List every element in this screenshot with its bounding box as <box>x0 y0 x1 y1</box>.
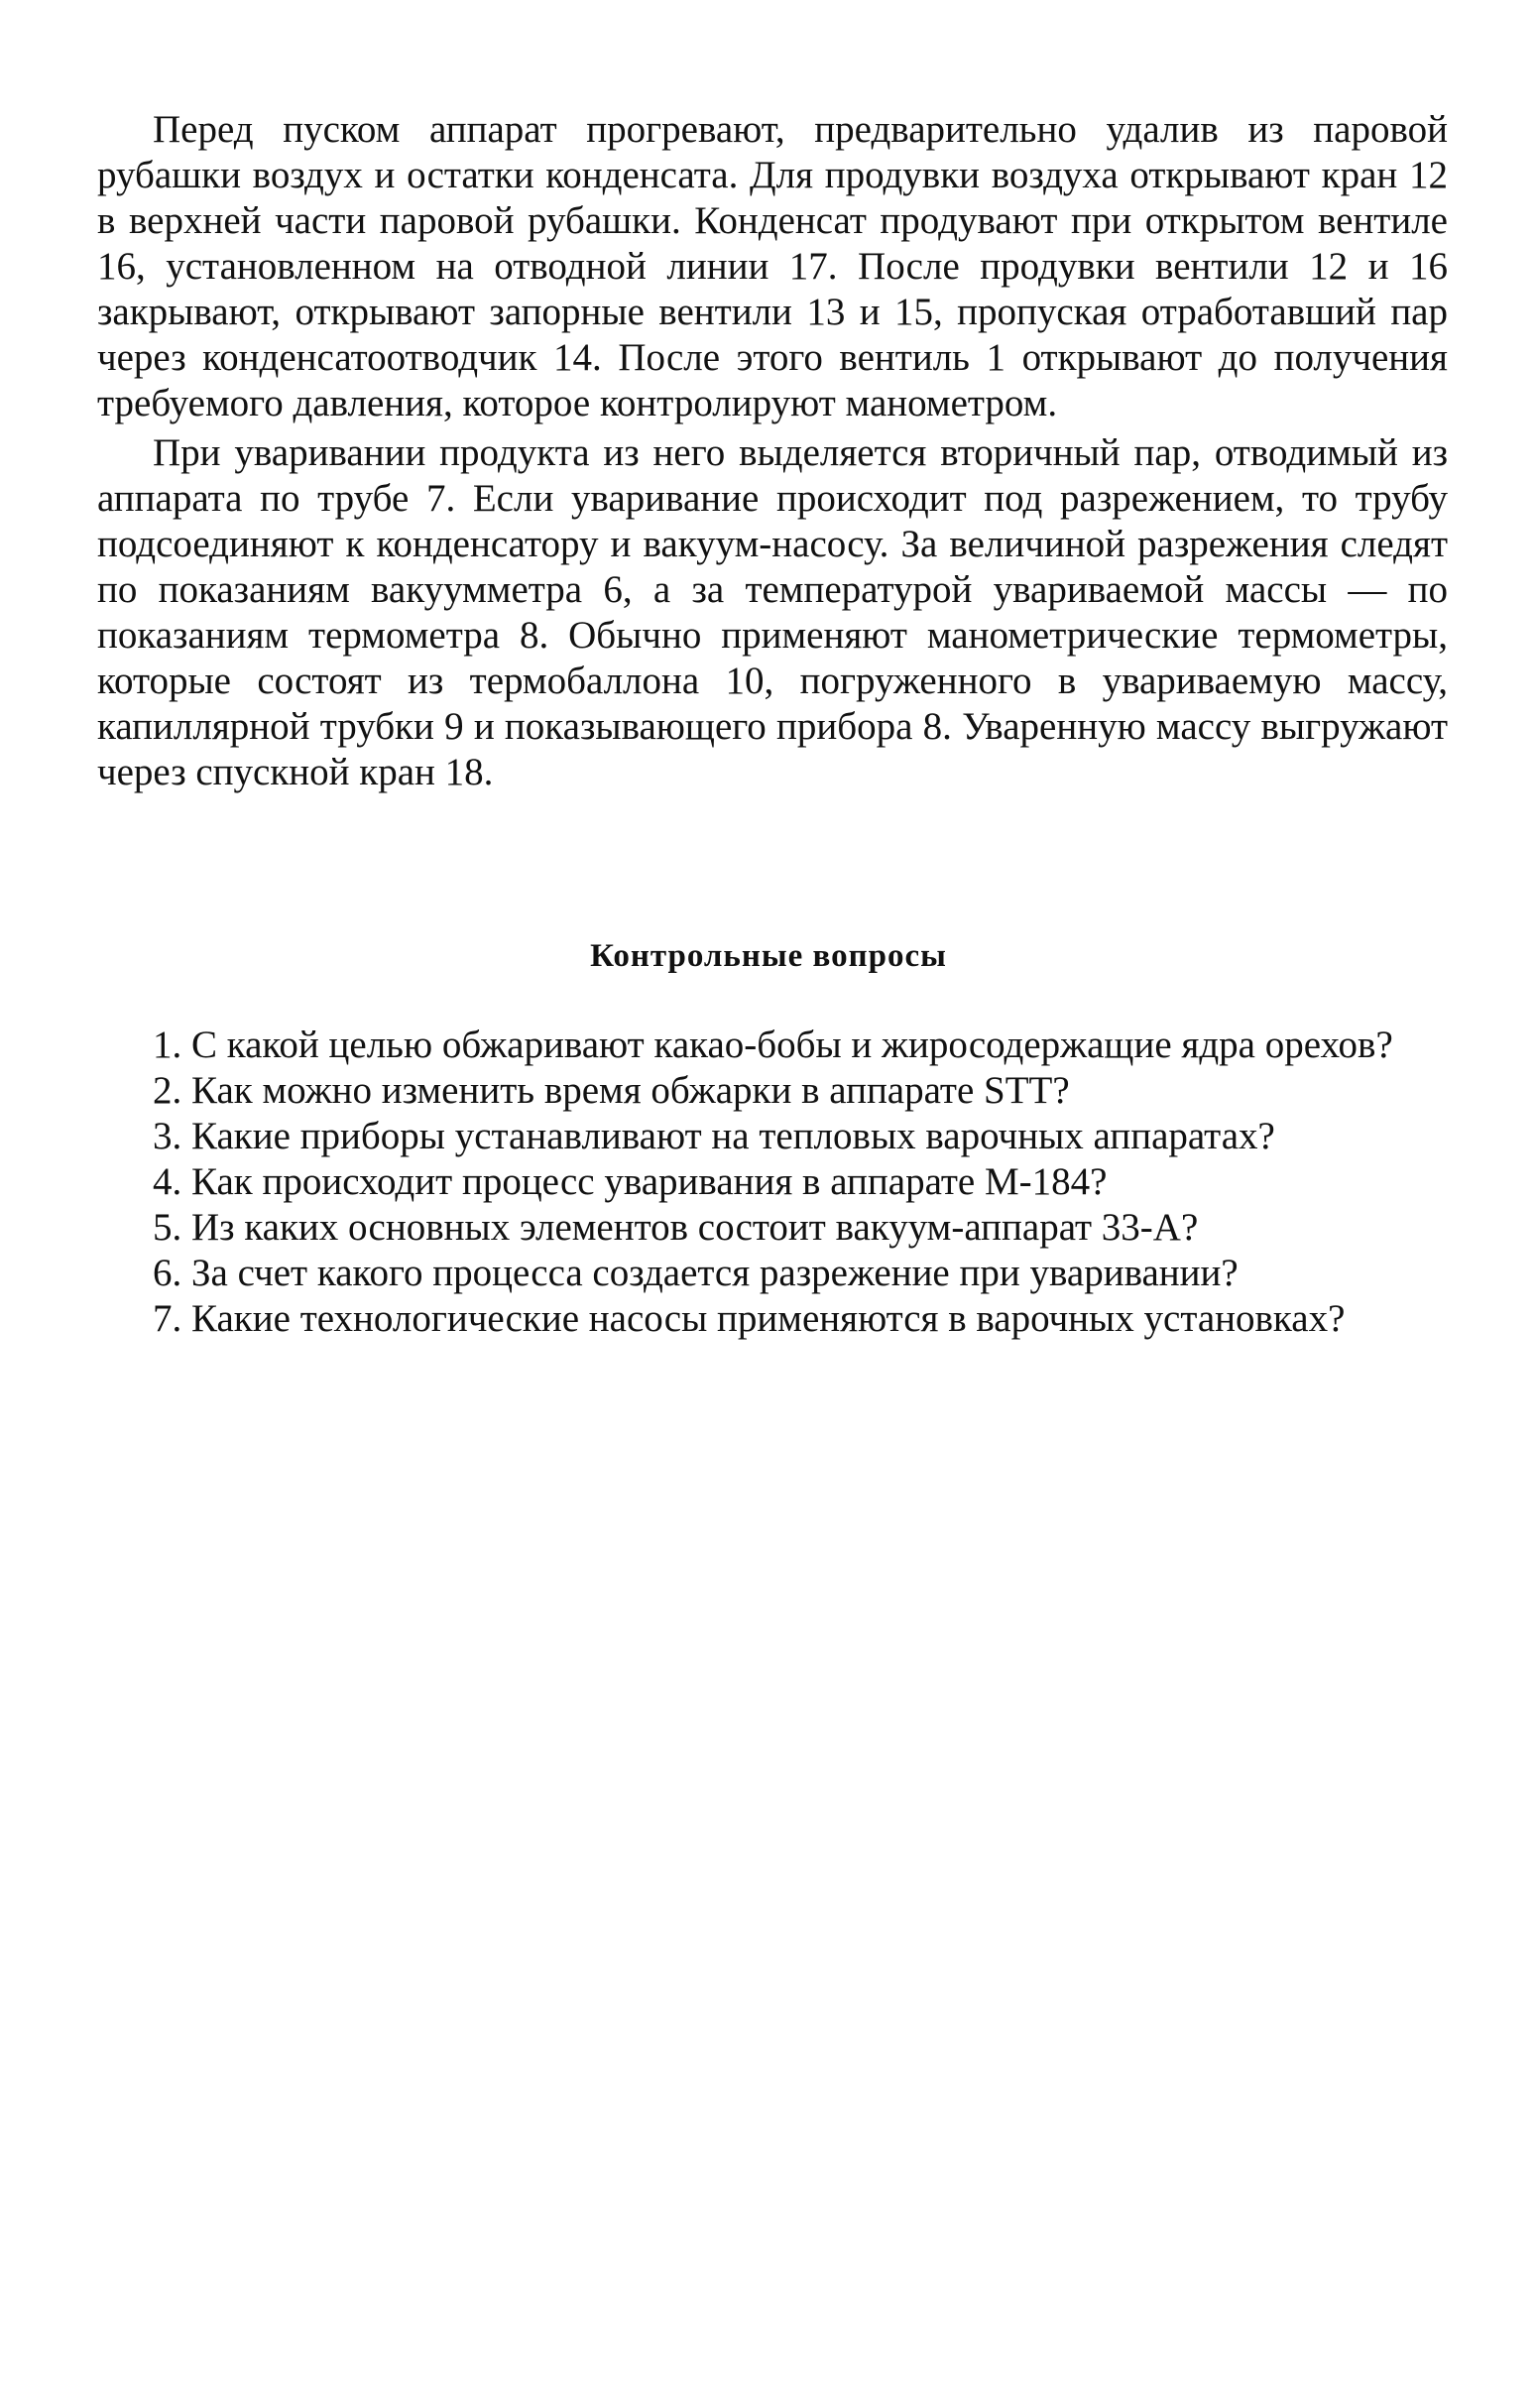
question-item: 4. Как происходит процесс уваривания в аппарате М-184? <box>153 1160 1108 1203</box>
section-heading: Контрольные вопросы <box>590 938 947 974</box>
question-item: 3. Какие приборы устанавливают на тепловых варочных аппаратах? <box>153 1115 1275 1157</box>
question-item: 5. Из каких основных элементов состоит вакуум-аппарат 33-А? <box>153 1206 1199 1249</box>
paragraph-vacuum-boiling: При уваривании продукта из него выделяется вторичный пар, отводимый из аппарата по трубе 7. Если уваривание происходит под разрежением, то трубу подсоединяют к конденсатору и вакуум-насосу. За величиной разрежения следят по показаниям вакуумметра 6, а за температурой увариваемой массы — по показаниям термометра 8. Обычно применяют манометрические термометры, которые состоят из термобаллона 10, погруженного в увариваемую массу, капиллярной трубки 9 и показывающего прибора 8. Уваренную массу выгружают через спускной кран 18. <box>97 431 1448 793</box>
question-item: 7. Какие технологические насосы применяются в варочных установках? <box>153 1297 1346 1340</box>
question-item: 2. Как можно изменить время обжарки в аппарате STT? <box>153 1069 1070 1112</box>
paragraph-steam-jacket-preheating: Перед пуском аппарат прогревают, предварительно удалив из паровой рубашки воздух и остатки конденсата. Для продувки воздуха открывают кран 12 в верхней части паровой рубашки. Конденсат продувают при открытом вентиле 16, установленном на отводной линии 17. После продувки вентили 12 и 16 закрывают, открывают запорные вентили 13 и 15, пропуская отработавший пар через конденсатоотводчик 14. После этого вентиль 1 открывают до получения требуемого давления, которое контролируют манометром. <box>97 108 1448 424</box>
questions-list <box>97 1023 1448 1342</box>
body-text <box>97 107 1448 795</box>
question-item: 1. С какой целью обжаривают какао-бобы и жиросодержащие ядра орехов? <box>153 1023 1393 1066</box>
question-item: 6. За счет какого процесса создается разрежение при уваривании? <box>153 1252 1239 1294</box>
